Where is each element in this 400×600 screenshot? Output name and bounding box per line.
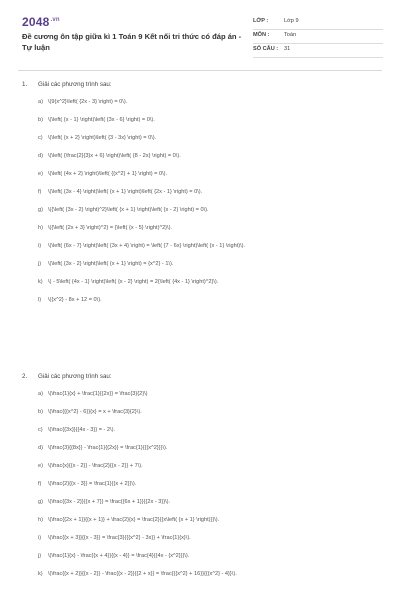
equation-text: \(\frac{{x + 2}}{{x - 2}} - \frac{{x - 2}}{{2 + x}} = \frac{{{x^2} + 16}}{{{x^2} - 4}}\).	[48, 571, 237, 577]
meta-table	[253, 16, 383, 58]
equation-text: \(\left( {x - 1} \right)\left( {3x - 6} \right) = 0\).	[48, 117, 155, 123]
equation-text: \( - 5\left( {4x - 1} \right)\left( {x - 2} \right) = 2{\left( {4x - 1} \right)^2}\).	[48, 279, 219, 285]
document-header	[0, 0, 400, 70]
equation-text: \({x^2} - 8x + 12 = 0\).	[48, 297, 102, 303]
item-label: d)	[38, 445, 43, 451]
question-prompt: Giải các phương trình sau:	[38, 81, 112, 88]
equation-item	[22, 207, 382, 225]
equation-item	[22, 517, 382, 535]
meta-key: SỐ CÂU :	[253, 46, 279, 52]
equation-item	[22, 391, 382, 409]
item-label: k)	[38, 279, 43, 285]
item-label: k)	[38, 571, 43, 577]
question-1	[22, 81, 382, 315]
document-title: Đề cương ôn tập giữa kì 1 Toán 9 Kết nối tri thức có đáp án - Tự luận	[22, 32, 242, 52]
item-label: b)	[38, 117, 43, 123]
item-label: a)	[38, 391, 43, 397]
meta-value: 31	[284, 46, 291, 52]
equation-item	[22, 571, 382, 589]
equation-item	[22, 553, 382, 571]
item-label: j)	[38, 261, 42, 267]
item-label: c)	[38, 135, 43, 141]
equation-item	[22, 279, 382, 297]
question-number: 1.	[22, 81, 28, 88]
item-label: e)	[38, 171, 43, 177]
equation-text: \(\frac{{3x - 2}}{{x + 7}} = \frac{{6x + 1}}{{2x - 3}}\).	[48, 499, 171, 505]
equation-text: \(\frac{{2x + 1}}{{x + 1}} + \frac{2}{x} = \frac{2}{{x\left( {x + 1} \right)}}\).	[48, 517, 220, 523]
equation-item	[22, 499, 382, 517]
equation-text: \(\frac{3}{{8x}} - \frac{1}{{2x}} = \frac{1}{{{x^2}}}\).	[48, 445, 168, 451]
question-prompt: Giải các phương trình sau:	[38, 373, 112, 380]
item-label: f)	[38, 189, 42, 195]
meta-value: Lớp 9	[284, 18, 299, 24]
equation-item	[22, 171, 382, 189]
equation-text: \(\left( {4x + 2} \right)\left( {{x^2} + 1} \right) = 0\).	[48, 171, 168, 177]
equation-text: \(\frac{{{x^2} - 6}}{x} = x + \frac{3}{2}\).	[48, 409, 142, 415]
item-label: f)	[38, 481, 42, 487]
item-label: a)	[38, 99, 43, 105]
equation-item	[22, 99, 382, 117]
equation-item	[22, 243, 382, 261]
equation-item	[22, 445, 382, 463]
equation-item	[22, 117, 382, 135]
equation-text: \(\frac{2}{{x - 3}} = \frac{1}{{x + 2}}\).	[48, 481, 137, 487]
question-header	[22, 81, 382, 93]
equation-text: \(\frac{{x + 3}}{{x - 3}} = \frac{3}{{{x^2} - 3x}} + \frac{1}{x}\).	[48, 535, 191, 541]
equation-text: \(\left( {6x - 7} \right)\left( {3x + 4} \right) = \left( {7 - 6x} \right)\left( {x - 1} \right)\).	[48, 243, 246, 249]
equation-text: \(\left( {x + 2} \right)\left( {3 - 3x} \right) = 0\).	[48, 135, 157, 141]
meta-value: Toán	[284, 32, 297, 38]
equation-text: \({\left( {3x - 2} \right)^2}\left( {x + 1} \right)\left( {x - 2} \right) = 0\).	[48, 207, 209, 213]
item-label: e)	[38, 463, 43, 469]
item-label: h)	[38, 225, 43, 231]
question-header	[22, 373, 382, 385]
equation-item	[22, 409, 382, 427]
item-label: g)	[38, 207, 43, 213]
equation-list	[22, 391, 382, 589]
equation-item	[22, 189, 382, 207]
logo-sub-text: .vn	[50, 17, 60, 23]
equation-text: \(\left( {\frac{2}{3}x + 6} \right)\left( {8 - 2x} \right) = 0\).	[48, 153, 181, 159]
item-label: g)	[38, 499, 43, 505]
item-label: b)	[38, 409, 43, 415]
equation-item	[22, 153, 382, 171]
equation-item	[22, 261, 382, 279]
item-label: i)	[38, 535, 42, 541]
equation-item	[22, 535, 382, 553]
meta-row-question-count	[253, 44, 383, 58]
equation-item	[22, 297, 382, 315]
meta-row-class	[253, 16, 383, 30]
item-label: h)	[38, 517, 43, 523]
question-2	[22, 373, 382, 589]
item-label: d)	[38, 153, 43, 159]
meta-key: LỚP :	[253, 18, 269, 24]
equation-item	[22, 135, 382, 153]
meta-key: MÔN :	[253, 32, 270, 38]
equation-text: \(\left( {3x - 2} \right)\left( {x + 1} \right) = {x^2} - 1\).	[48, 261, 174, 267]
equation-text: \(\frac{1}{x} + \frac{1}{{2x}} = \frac{3}{2}\)	[48, 391, 148, 397]
item-label: c)	[38, 427, 43, 433]
site-logo[interactable]	[22, 15, 60, 29]
equation-item	[22, 427, 382, 445]
item-label: i)	[38, 243, 42, 249]
meta-row-subject	[253, 30, 383, 44]
item-label: j)	[38, 553, 42, 559]
equation-text: \({\left( {2x + 3} \right)^2} = {\left( {x - 5} \right)^2}\).	[48, 225, 173, 231]
equation-item	[22, 225, 382, 243]
equation-item	[22, 463, 382, 481]
item-label: l)	[38, 297, 42, 303]
header-divider	[18, 70, 382, 71]
equation-item	[22, 481, 382, 499]
equation-text: \(\frac{{3x}}{{4x - 3}} = - 2\).	[48, 427, 116, 433]
equation-text: \(\frac{x}{{x - 2}} - \frac{2}{{x - 2}} + 7\).	[48, 463, 143, 469]
equation-text: \(\left( {3x - 4} \right)\left( {x + 1} \right)\left( {2x - 1} \right) = 0\).	[48, 189, 203, 195]
logo-main-text: 2048	[22, 15, 50, 29]
equation-text: \(9{x^2}\left( {2x - 3} \right) = 0\).	[48, 99, 128, 105]
question-number: 2.	[22, 373, 28, 380]
equation-list	[22, 99, 382, 315]
equation-text: \(\frac{1}{x} - \frac{{x + 4}}{{x - 4}} = \frac{4}{{4x - {x^2}}}\).	[48, 553, 190, 559]
